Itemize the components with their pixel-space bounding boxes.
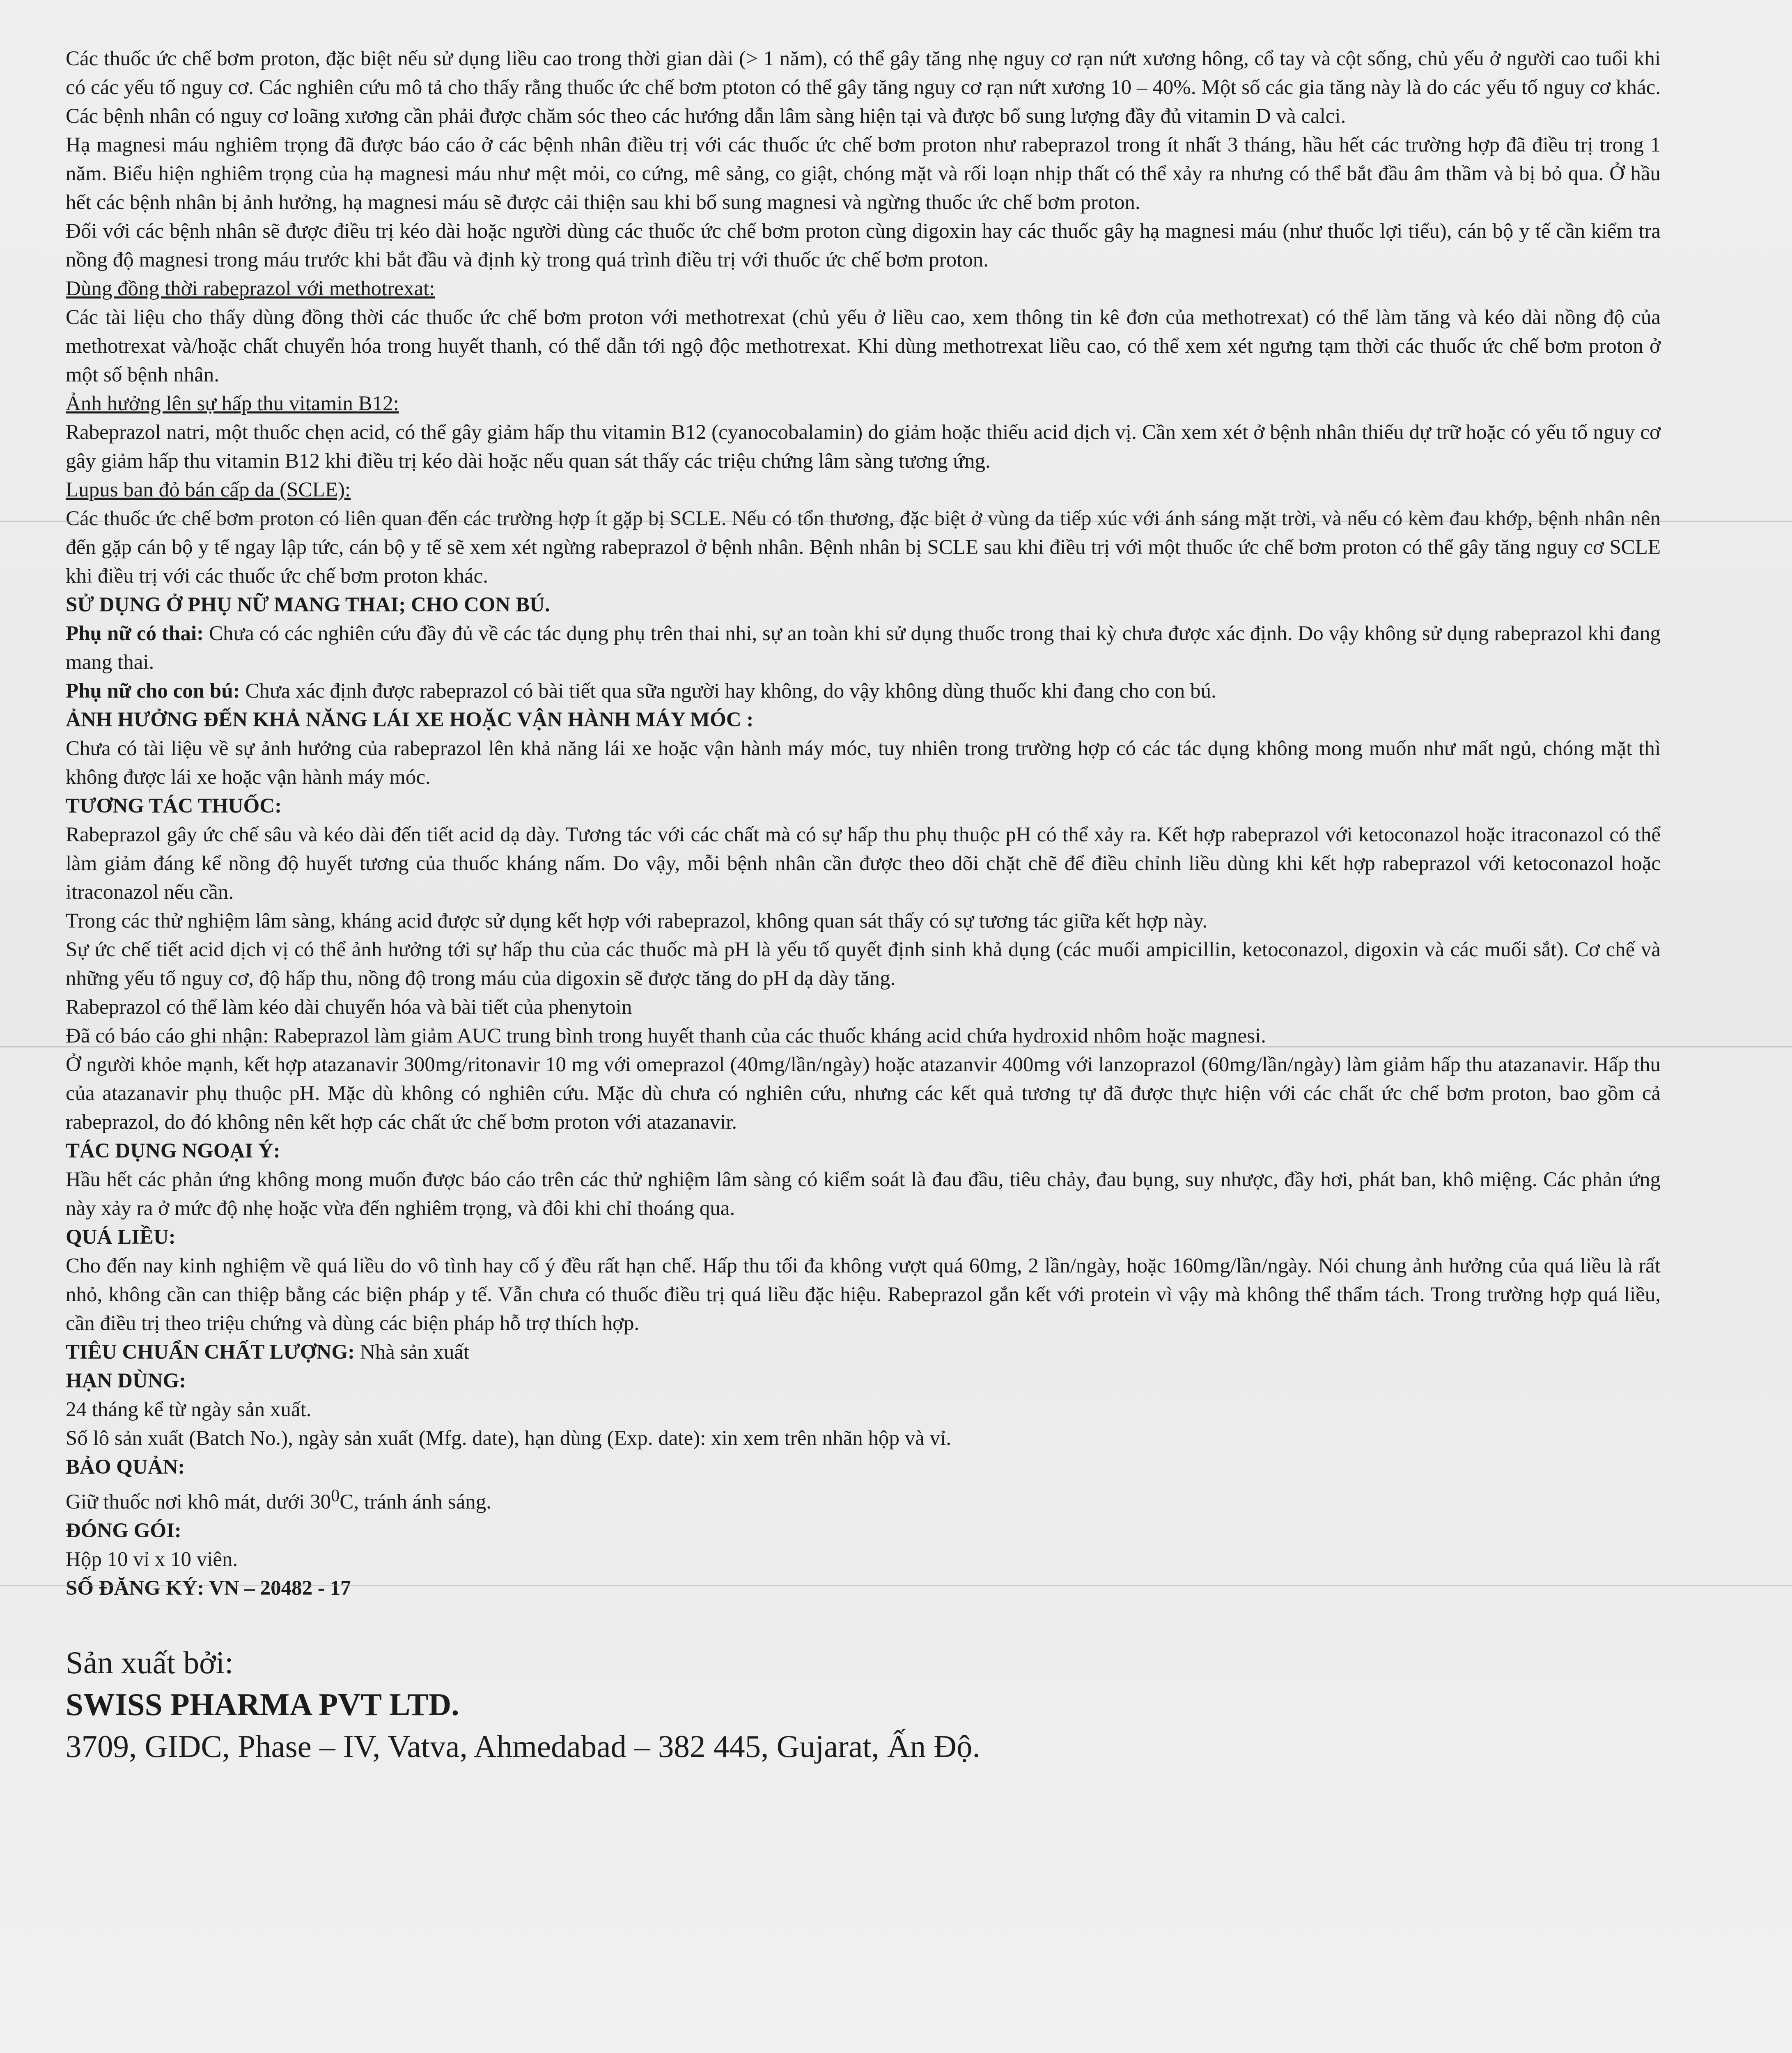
leaflet-body	[66, 44, 1661, 1603]
side-effects-paragraph: Hầu hết các phản ứng không mong muốn được báo cáo trên các thử nghiệm lâm sàng có kiểm soát là đau đầu, tiêu chảy, đau bụng, suy nhược, đầy hơi, phát ban, khô miệng. Các phản ứng này xảy ra ở mức độ nhẹ hoặc vừa đến nghiêm trọng, và đôi khi chỉ thoáng qua.	[66, 1168, 1661, 1220]
quality-label: TIÊU CHUẨN CHẤT LƯỢNG:	[66, 1341, 355, 1364]
manufacturer-company: SWISS PHARMA PVT LTD.	[66, 1687, 459, 1722]
overdose-paragraph: Cho đến nay kinh nghiệm về quá liều do vô tình hay cố ý đều rất hạn chế. Hấp thu tối đa không vượt quá 60mg, 2 lần/ngày, hoặc 160mg/lần/ngày. Nói chung ảnh hưởng của quá liều là rất nhỏ, không cần can thiệp bằng các biện pháp y tế. Vẫn chưa có thuốc điều trị quá liều đặc hiệu. Rabeprazol gắn kết với protein vì vậy mà không thể thẩm tách. Trong trường hợp quá liều, cần điều trị theo triệu chứng và dùng các biện pháp hỗ trợ thích hợp.	[66, 1254, 1661, 1335]
manufacturer-label: Sản xuất bởi:	[66, 1645, 234, 1680]
manufacturer-address: 3709, GIDC, Phase – IV, Vatva, Ahmedabad – 382 445, Gujarat, Ấn Độ.	[66, 1729, 980, 1764]
interactions-paragraph-5: Đã có báo cáo ghi nhận: Rabeprazol làm giảm AUC trung bình trong huyết thanh của các thuốc kháng acid chứa hydroxid nhôm hoặc magnesi.	[66, 1024, 1266, 1047]
paper-fold-line	[0, 1585, 1792, 1586]
expiry-line-1: 24 tháng kể từ ngày sản xuất.	[66, 1398, 312, 1421]
hypomagnesemia-paragraph: Hạ magnesi máu nghiêm trọng đã được báo cáo ở các bệnh nhân điều trị với các thuốc ức chế bơm proton như rabeprazol trong ít nhất 3 tháng, hầu hết các trường hợp đã điều trị trong 1 năm. Biểu hiện nghiêm trọng của hạ magnesi máu như mệt mỏi, co cứng, mê sảng, co giật, chóng mặt và rối loạn nhịp thất có thể xảy ra nhưng có thể bắt đầu âm thầm và bị bỏ qua. Ở hầu hết các bệnh nhân bị ảnh hưởng, hạ magnesi máu sẽ được cải thiện sau khi bổ sung magnesi và ngừng thuốc ức chế bơm proton.	[66, 133, 1661, 214]
pregnant-paragraph	[66, 619, 1661, 677]
quality-line	[66, 1338, 1661, 1366]
packaging-heading: ĐÓNG GÓI:	[66, 1519, 181, 1542]
methotrexat-subheading: Dùng đồng thời rabeprazol với methotrexat:	[66, 277, 435, 300]
manufacturer-block	[66, 1642, 1661, 1767]
scle-subheading: Lupus ban đỏ bán cấp da (SCLE):	[66, 478, 351, 501]
expiry-heading: HẠN DÙNG:	[66, 1369, 186, 1392]
fracture-risk-paragraph: Các thuốc ức chế bơm proton, đặc biệt nếu sử dụng liều cao trong thời gian dài (> 1 năm), có thể gây tăng nhẹ nguy cơ rạn nứt xương hông, cổ tay và cột sống, chủ yếu ở người cao tuổi khi có các yếu tố nguy cơ. Các nghiên cứu mô tả cho thấy rằng thuốc ức chế bơm ptoton có thể gây tăng nguy cơ rạn nứt xương 10 – 40%. Một số các gia tăng này là do các yếu tố nguy cơ khác. Các bệnh nhân có nguy cơ loãng xương cần phải được chăm sóc theo các hướng dẫn lâm sàng hiện tại và được bổ sung lượng đầy đủ vitamin D và calci.	[66, 47, 1661, 128]
nursing-text: Chưa xác định được rabeprazol có bài tiết qua sữa người hay không, do vậy không dùng thuốc khi đang cho con bú.	[240, 680, 1216, 703]
interactions-paragraph-3: Sự ức chế tiết acid dịch vị có thể ảnh hưởng tới sự hấp thu của các thuốc mà pH là yếu tố quyết định sinh khả dụng (các muối ampicillin, ketoconazol, digoxin và các muối sắt). Cơ chế và những yếu tố nguy cơ, độ hấp thu, nồng độ trong máu của digoxin sẽ được tăng do pH dạ dày tăng.	[66, 938, 1661, 990]
paper-fold-line	[0, 521, 1792, 522]
driving-heading: ẢNH HƯỞNG ĐẾN KHẢ NĂNG LÁI XE HOẶC VẬN HÀNH MÁY MÓC :	[66, 708, 754, 731]
interactions-paragraph-6: Ở người khỏe mạnh, kết hợp atazanavir 300mg/ritonavir 10 mg với omeprazol (40mg/lần/ngày) hoặc atazanvir 400mg với lanzopraz​ol (60mg/lần/ngày) làm giảm hấp thu atazanavir. Hấp thu của atazanavir phụ thuộc pH. Mặc dù không có nghiên cứu. Mặc dù chưa có nghiên cứu, nhưng các kết quả tương tự đã được thực hiện với các chất ức chế bơm proton, bao gồm cả rabeprazol, do đó không nên kết hợp các chất ức chế bơm proton với atazanavir.	[66, 1053, 1661, 1134]
pregnancy-heading: SỬ DỤNG Ở PHỤ NỮ MANG THAI; CHO CON BÚ.	[66, 593, 550, 616]
expiry-line-2: Số lô sản xuất (Batch No.), ngày sản xuất (Mfg. date), hạn dùng (Exp. date): xin xem trên nhãn hộp và vỉ.	[66, 1427, 952, 1450]
pregnant-text: Chưa có các nghiên cứu đầy đủ về các tác dụng phụ trên thai nhi, sự an toàn khi sử dụng thuốc trong thai kỳ chưa được xác định. Do vậy không sử dụng rabeprazol khi đang mang thai.	[66, 622, 1661, 674]
nursing-paragraph	[66, 677, 1661, 705]
driving-paragraph: Chưa có tài liệu về sự ảnh hưởng của rabeprazol lên khả năng lái xe hoặc vận hành máy móc, tuy nhiên trong trường hợp có các tác dụng không mong muốn như mất ngủ, chóng mặt thì không được lái xe hoặc vận hành máy móc.	[66, 737, 1661, 789]
packaging-line: Hộp 10 vỉ x 10 viên.	[66, 1548, 238, 1571]
paper-fold-line	[0, 1046, 1792, 1047]
overdose-heading: QUÁ LIỀU:	[66, 1226, 176, 1249]
storage-line	[66, 1481, 1661, 1516]
storage-degree: 0	[331, 1486, 340, 1505]
methotrexat-paragraph: Các tài liệu cho thấy dùng đồng thời các thuốc ức chế bơm proton với methotrexat (chủ yếu ở liều cao, xem thông tin kê đơn của methotrexat) có thể làm tăng và kéo dài nồng độ của methotrexat và/hoặc chất chuyển hóa trong huyết thanh, có thể dẫn tới ngộ độc methotrexat. Khi dùng methotrexat liều cao, có thể xem xét ngưng tạm thời các thuốc ức chế bơm proton ở một số bệnh nhân.	[66, 306, 1661, 386]
interactions-heading: TƯƠNG TÁC THUỐC:	[66, 795, 282, 818]
b12-subheading: Ảnh hưởng lên sự hấp thu vitamin B12:	[66, 392, 399, 415]
registration-number: SỐ ĐĂNG KÝ: VN – 20482 - 17	[66, 1577, 351, 1600]
interactions-paragraph-4: Rabeprazol có thể làm kéo dài chuyển hóa và bài tiết của phenytoin	[66, 996, 632, 1019]
magnesium-monitoring-paragraph: Đối với các bệnh nhân sẽ được điều trị kéo dài hoặc người dùng các thuốc ức chế bơm proton cùng digoxin hay các thuốc gây hạ magnesi máu (như thuốc lợi tiểu), cán bộ y tế cần kiểm tra nồng độ magnesi trong máu trước khi bắt đầu và định kỳ trong quá trình điều trị với thuốc ức chế bơm proton.	[66, 220, 1661, 271]
storage-text-before: Giữ thuốc nơi khô mát, dưới 30	[66, 1490, 331, 1513]
b12-paragraph: Rabeprazol natri, một thuốc chẹn acid, có thể gây giảm hấp thu vitamin B12 (cyanocobalamin) do giảm hoặc thiếu acid dịch vị. Cần xem xét ở bệnh nhân thiếu dự trữ hoặc có yếu tố nguy cơ gây giảm hấp thu vitamin B12 khi điều trị kéo dài hoặc nếu quan sát thấy các triệu chứng lâm sàng tương ứng.	[66, 421, 1661, 473]
storage-heading: BẢO QUẢN:	[66, 1456, 185, 1479]
quality-value: Nhà sản xuất	[355, 1341, 470, 1364]
scle-paragraph: Các thuốc ức chế bơm proton có liên quan đến các trường hợp ít gặp bị SCLE. Nếu có tổn thương, đặc biệt ở vùng da tiếp xúc với ánh sáng mặt trời, và nếu có kèm đau khớp, bệnh nhân nên đến gặp cán bộ y tế ngay lập tức, cán bộ y tế sẽ xem xét ngừng rabeprazol ở bệnh nhân. Bệnh nhân bị SCLE sau khi điều trị với một thuốc ức chế bơm proton có thể gây tăng nguy cơ SCLE khi điều trị với các thuốc ức chế bơm proton khác.	[66, 507, 1661, 588]
nursing-label: Phụ nữ cho con bú:	[66, 680, 240, 703]
interactions-paragraph-1: Rabeprazol gây ức chế sâu và kéo dài đến tiết acid dạ dày. Tương tác với các chất mà có sự hấp thu phụ thuộc pH có thể xảy ra. Kết hợp rabeprazol với ketoconazol hoặc itraconazol có thể làm giảm đáng kể nồng độ huyết tương của thuốc kháng nấm. Do vậy, mỗi bệnh nhân cần được theo dõi chặt chẽ để điều chỉnh liều dùng khi kết hợp rabeprazol với ketoconazol hoặc itraconazol nếu cần.	[66, 823, 1661, 904]
pregnant-label: Phụ nữ có thai:	[66, 622, 204, 645]
side-effects-heading: TÁC DỤNG NGOẠI Ý:	[66, 1139, 280, 1162]
storage-text-after: C, tránh ánh sáng.	[340, 1490, 492, 1513]
interactions-paragraph-2: Trong các thử nghiệm lâm sàng, kháng acid được sử dụng kết hợp với rabeprazol, không quan sát thấy có sự tương tác giữa kết hợp này.	[66, 909, 1208, 932]
